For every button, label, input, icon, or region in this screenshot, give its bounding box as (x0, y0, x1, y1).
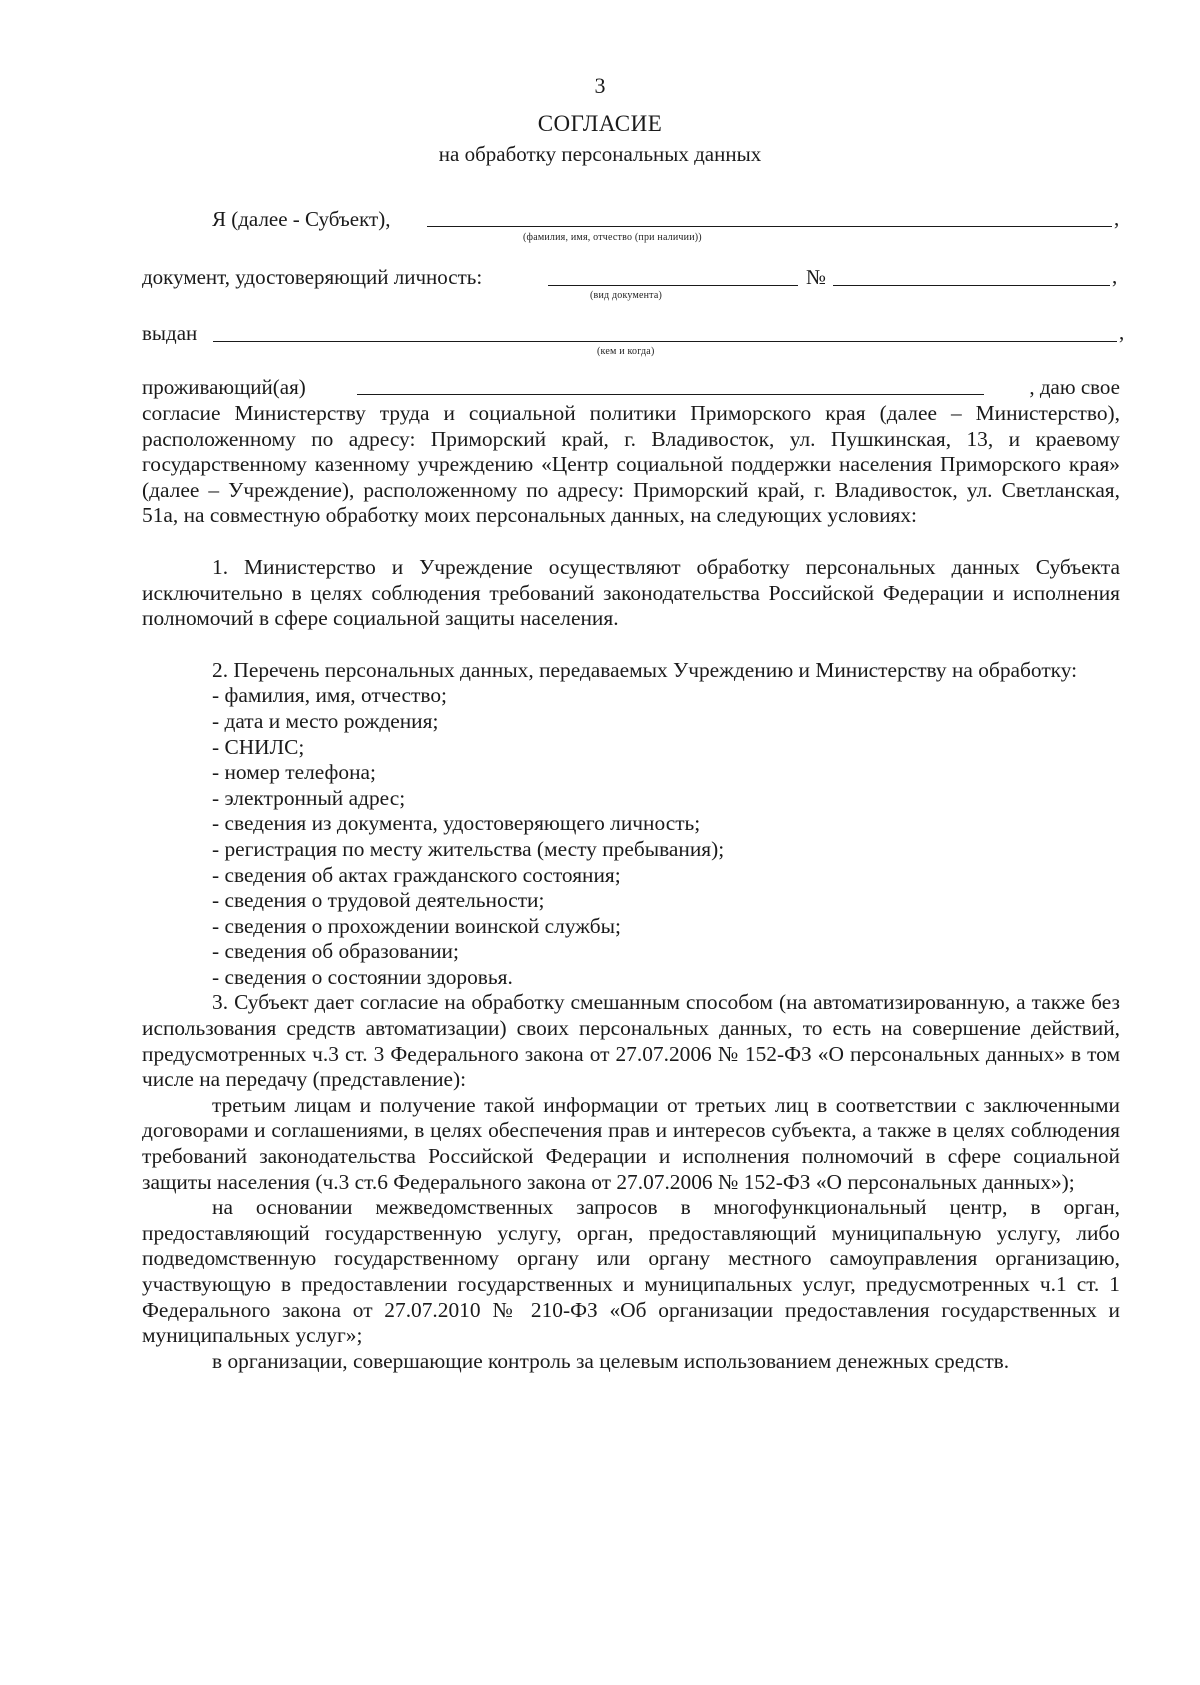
list-item: - сведения о прохождении воинской службы; (212, 913, 621, 938)
consent-intro: согласие Министерству труда и социальной политики Приморского края (далее – Министерство), расположенному по адресу: Приморский край, г. Владивосток, ул. Пушкинская, 13, и краевому государственному казенному учреждению «Центр социальной поддержки населения Приморского края» (далее – Учреждение), расположенному по адресу: Приморский край, г. Владивосток, ул. Светланская, 51а, на совместную обработку моих персональных данных, на следующих условиях: (142, 401, 1120, 528)
issued-by-field[interactable] (213, 341, 1117, 342)
clause-3: 3. Субъект дает согласие на обработку смешанным способом (на автоматизированную, а также без использования средств автоматизации) своих персональных данных, то есть на совершение действий, предусмотренных ч.3 ст. 3 Федерального закона от 27.07.2006 № 152-ФЗ «О персональных данных» в том числе на передачу (представление): (142, 990, 1120, 1092)
document-comma: , (1112, 264, 1118, 288)
subject-name-field[interactable] (427, 226, 1112, 227)
number-label: № (806, 265, 827, 289)
document-type-field[interactable] (548, 285, 798, 286)
list-item: - дата и место рождения; (212, 708, 439, 733)
list-item: - электронный адрес; (212, 785, 406, 810)
list-item: - СНИЛС; (212, 734, 305, 759)
issued-comma: , (1119, 320, 1125, 344)
list-item: - сведения о состоянии здоровья. (212, 964, 513, 989)
personal-data-list (142, 683, 1120, 990)
clause-3-interagency: на основании межведомственных запросов в многофункциональный центр, в орган, предоставляющий государственную услугу, орган, предоставляющий муниципальную услугу, либо подведомственную государственному органу или органу местного самоуправления организацию, участвующую в предоставлении государственных и муниципальных услуг, предусмотренных ч.1 ст. 1 Федерального закона от 27.07.2010 № 210-ФЗ «Об организации предоставления государственных и муниципальных услуг»; (142, 1195, 1120, 1348)
document-title: СОГЛАСИЕ (537, 111, 663, 136)
consent-body (142, 401, 1120, 1374)
subject-hint: (фамилия, имя, отчество (при наличии)) (523, 232, 702, 243)
list-item: - номер телефона; (212, 760, 376, 785)
list-item: - сведения об образовании; (212, 939, 459, 964)
clause-2-intro: 2. Перечень персональных данных, передаваемых Учреждению и Министерству на обработку: (212, 657, 1078, 682)
document-subtitle: на обработку персональных данных (438, 142, 762, 166)
document-hint: (вид документа) (590, 290, 663, 301)
subject-label: Я (далее - Субъект), (212, 207, 391, 231)
list-item: - фамилия, имя, отчество; (212, 683, 447, 708)
residing-address-field[interactable] (357, 394, 984, 395)
document-number-field[interactable] (833, 285, 1110, 286)
page-number: 3 (594, 73, 606, 98)
residing-label: проживающий(ая) (142, 375, 306, 399)
list-item: - сведения об актах гражданского состояния; (212, 862, 621, 887)
document-label: документ, удостоверяющий личность: (142, 265, 483, 289)
issued-hint: (кем и когда) (597, 346, 655, 357)
clause-1: 1. Министерство и Учреждение осуществляют обработку персональных данных Субъекта исключительно в целях соблюдения требований законодательства Российской Федерации и исполнения полномочий в сфере социальной защиты населения. (142, 554, 1120, 631)
list-item: - сведения из документа, удостоверяющего личность; (212, 811, 701, 836)
list-item: - регистрация по месту жительства (месту пребывания); (212, 836, 725, 861)
issued-label: выдан (142, 321, 198, 345)
residing-suffix: , даю свое (1029, 375, 1120, 399)
list-item: - сведения о трудовой деятельности; (212, 888, 545, 913)
clause-3-third-parties: третьим лицам и получение такой информации от третьих лиц в соответствии с заключенными договорами и соглашениями, в целях обеспечения прав и интересов субъекта, а также в целях соблюдения требований законодательства Российской Федерации и исполнения полномочий в сфере социальной защиты населения (ч.3 ст.6 Федерального закона от 27.07.2006 № 152-ФЗ «О персональных данных»); (142, 1092, 1120, 1194)
subject-comma: , (1114, 206, 1120, 230)
clause-3-control-orgs: в организации, совершающие контроль за целевым использованием денежных средств. (212, 1348, 1010, 1373)
